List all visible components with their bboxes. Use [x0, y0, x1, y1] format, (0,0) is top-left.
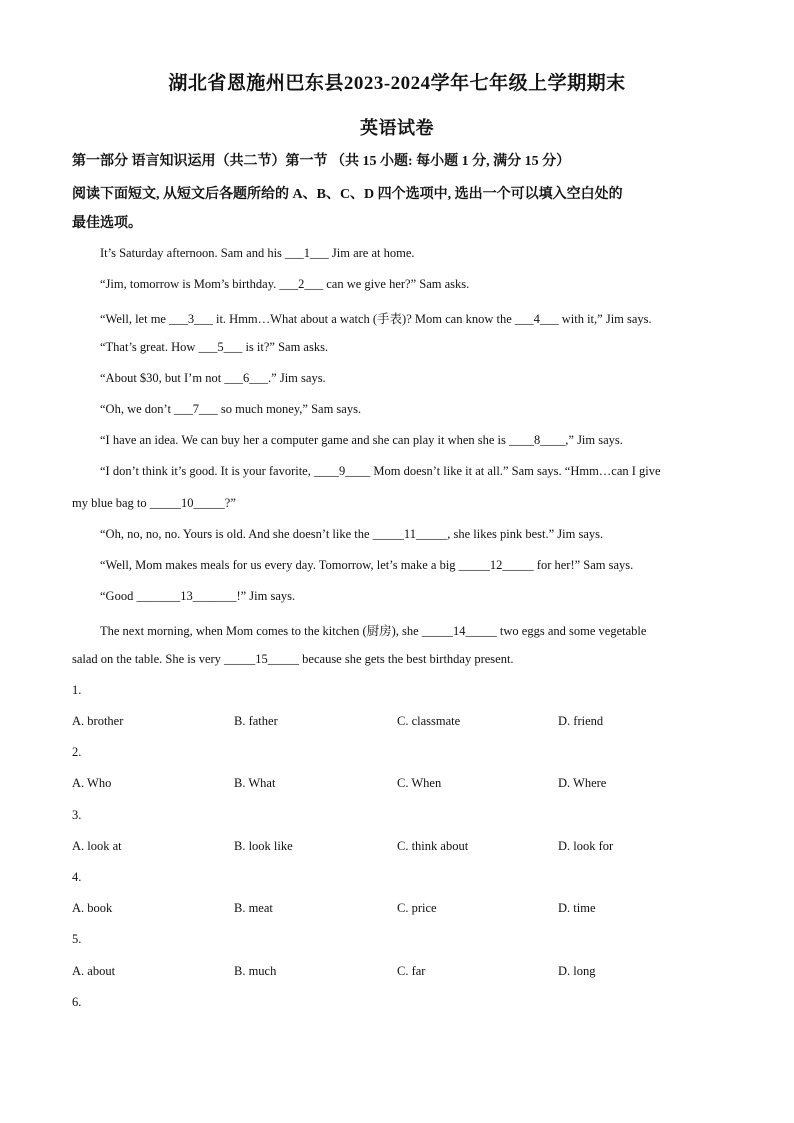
option-d: D. Where: [558, 776, 607, 790]
option-b: B. father: [234, 714, 278, 728]
option-a: A. Who: [72, 776, 112, 790]
passage-line: “About $30, but I’m not ___6___.” Jim says.: [100, 371, 326, 385]
passage-line: “Well, Mom makes meals for us every day. Tomorrow, let’s make a big _____12_____ for her!” Sam says.: [100, 558, 634, 572]
option-c: C. far: [397, 964, 426, 978]
question-number: 5.: [72, 932, 82, 946]
section-header: 第一部分 语言知识运用（共二节）第一节 （共 15 小题: 每小题 1 分, 满分 15 分）: [72, 154, 571, 169]
option-a: A. about: [72, 964, 116, 978]
option-b: B. meat: [234, 901, 273, 915]
passage-line: salad on the table. She is very _____15_____ because she gets the best birthday present.: [72, 652, 514, 666]
question-number: 2.: [72, 745, 82, 759]
question-number: 3.: [72, 808, 82, 822]
document-subtitle: 英语试卷: [360, 118, 434, 138]
passage-line: It’s Saturday afternoon. Sam and his ___1___ Jim are at home.: [100, 246, 415, 260]
passage-line: The next morning, when Mom comes to the kitchen (厨房), she _____14_____ two eggs and some vegetable: [100, 624, 647, 638]
option-d: D. time: [558, 901, 596, 915]
question-number: 6.: [72, 995, 82, 1009]
option-a: A. look at: [72, 839, 122, 853]
option-c: C. When: [397, 776, 442, 790]
option-b: B. much: [234, 964, 277, 978]
passage-line: “Well, let me ___3___ it. Hmm…What about a watch (手表)? Mom can know the ___4___ with it,” Jim says.: [100, 312, 652, 326]
question-number: 4.: [72, 870, 82, 884]
passage-line: “Oh, no, no, no. Yours is old. And she doesn’t like the _____11_____, she likes pink best.” Jim says.: [100, 527, 604, 541]
passage-line: “I have an idea. We can buy her a computer game and she can play it when she is ____8____,” Jim says.: [100, 433, 623, 447]
option-d: D. long: [558, 964, 596, 978]
option-b: B. What: [234, 776, 276, 790]
option-c: C. think about: [397, 839, 469, 853]
passage-line: “That’s great. How ___5___ is it?” Sam asks.: [100, 340, 329, 354]
instruction-line-2: 最佳选项。: [72, 216, 142, 231]
passage-line: “I don’t think it’s good. It is your favorite, ____9____ Mom doesn’t like it at all.” Sam says. “Hmm…can I give: [100, 464, 661, 478]
option-d: D. look for: [558, 839, 614, 853]
option-c: C. price: [397, 901, 437, 915]
option-c: C. classmate: [397, 714, 461, 728]
option-a: A. brother: [72, 714, 124, 728]
option-b: B. look like: [234, 839, 293, 853]
passage-line: “Good _______13_______!” Jim says.: [100, 589, 296, 603]
passage-line: “Oh, we don’t ___7___ so much money,” Sam says.: [100, 402, 362, 416]
passage-line: my blue bag to _____10_____?”: [72, 496, 236, 510]
question-number: 1.: [72, 683, 82, 697]
instruction-line-1: 阅读下面短文, 从短文后各题所给的 A、B、C、D 四个选项中, 选出一个可以填入空白处的: [72, 187, 623, 202]
option-d: D. friend: [558, 714, 604, 728]
option-a: A. book: [72, 901, 113, 915]
document-title: 湖北省恩施州巴东县2023-2024学年七年级上学期期末: [168, 73, 626, 94]
passage-line: “Jim, tomorrow is Mom’s birthday. ___2___ can we give her?” Sam asks.: [100, 277, 470, 291]
